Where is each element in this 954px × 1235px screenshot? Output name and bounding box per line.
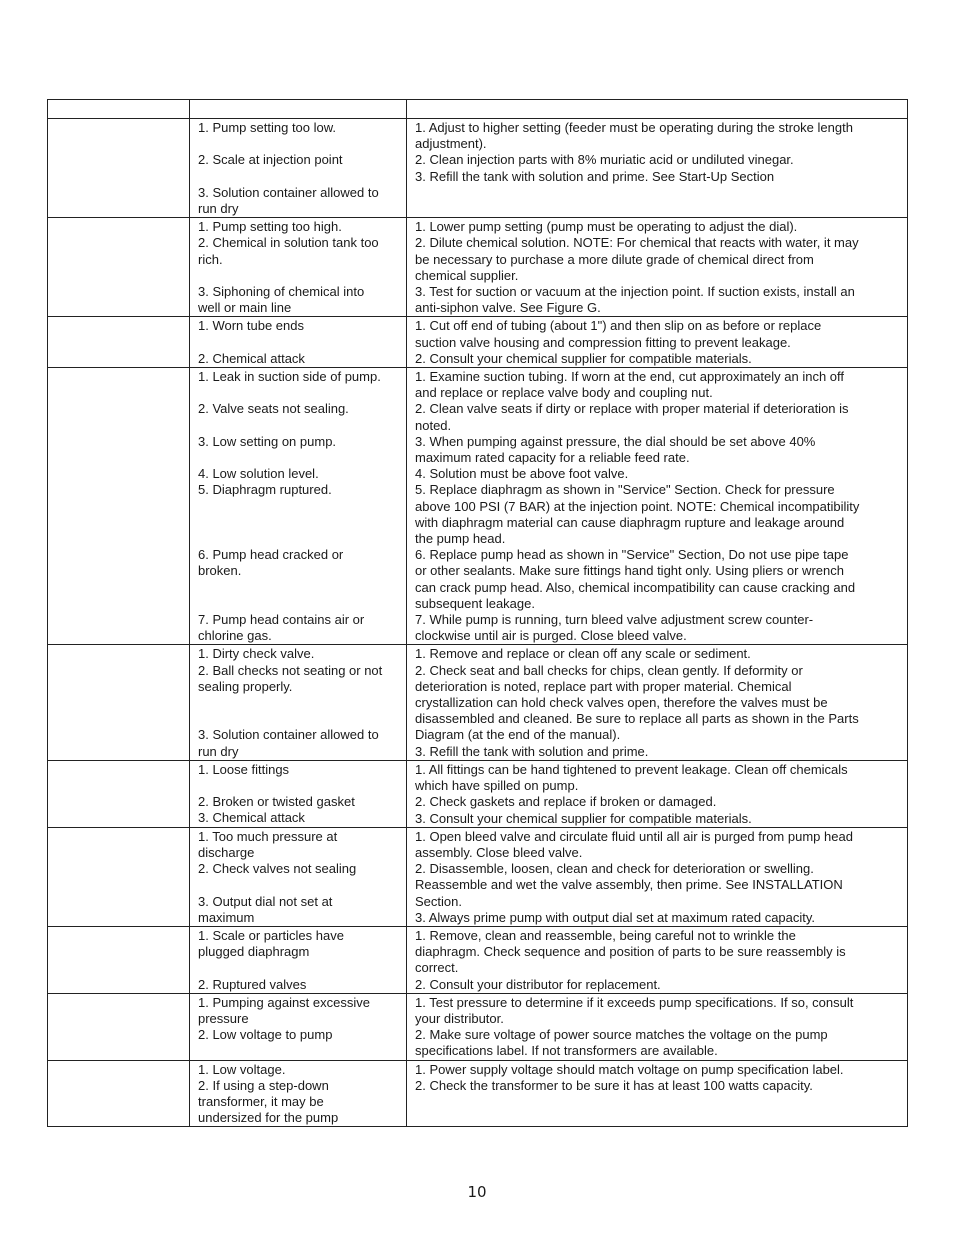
cause-cell: [190, 1060, 407, 1127]
cause-line: 1. Worn tube ends: [198, 318, 304, 334]
table-body: [48, 119, 908, 1127]
cause-line: 3. Solution container allowed to: [198, 727, 379, 743]
cause-line: well or main line: [198, 300, 292, 316]
cause-line: 2. Chemical in solution tank too: [198, 235, 379, 251]
remedy-line: 1. Power supply voltage should match voltage on pump specification label.: [415, 1061, 844, 1077]
cause-line: 2. Scale at injection point: [198, 152, 343, 168]
remedy-cell: [407, 926, 908, 993]
table-row: [48, 760, 908, 827]
cause-line: 2. Check valves not sealing: [198, 861, 357, 877]
table-row: [48, 827, 908, 926]
remedy-line: 3. Always prime pump with output dial set at maximum rated capacity.: [415, 909, 816, 925]
remedy-cell: [407, 368, 908, 645]
remedy-line: be necessary to purchase a more dilute grade of chemical direct from: [415, 251, 814, 267]
remedy-line: and replace or replace valve body and coupling nut.: [415, 385, 713, 401]
remedy-line: which have spilled on pump.: [415, 778, 579, 794]
cause-cell: [190, 993, 407, 1060]
table-row: [48, 1060, 908, 1127]
problem-cell: [48, 218, 190, 317]
cause-cell: [190, 119, 407, 218]
remedy-line: 3. Test for suction or vacuum at the injection point. If suction exists, install an: [415, 284, 855, 299]
remedy-line: maximum rated capacity for a reliable feed rate.: [415, 450, 690, 466]
remedy-line: 1. Cut off end of tubing (about 1") and then slip on as before or replace: [415, 318, 822, 334]
remedy-line: Section.: [415, 893, 462, 909]
remedy-line: 2. Consult your chemical supplier for compatible materials.: [415, 350, 752, 366]
remedy-line: 6. Replace pump head as shown in "Service" Section, Do not use pipe tape: [415, 547, 849, 563]
remedy-line: 2. Dilute chemical solution. NOTE: For chemical that reacts with water, it may: [415, 235, 859, 251]
cause-line: 3. Chemical attack: [198, 810, 305, 826]
remedy-line: 1. Lower pump setting (pump must be operating to adjust the dial).: [415, 219, 798, 235]
remedy-cell: [407, 1060, 908, 1127]
remedy-line: above 100 PSI (7 BAR) at the injection point. NOTE: Chemical incompatibility: [415, 498, 860, 514]
cause-line: chlorine gas.: [198, 628, 272, 644]
cause-line: 2. Valve seats not sealing.: [198, 401, 349, 417]
problem-cell: [48, 317, 190, 368]
remedy-line: crystallization can hold check valves open, therefore the valves must be: [415, 695, 828, 711]
remedy-line: 1. Adjust to higher setting (feeder must be operating during the stroke length: [415, 120, 853, 135]
remedy-line: 3. Consult your chemical supplier for compatible materials.: [415, 810, 752, 826]
cause-line: [198, 515, 398, 531]
remedy-line: assembly. Close bleed valve.: [415, 844, 583, 860]
remedy-line: 3. Refill the tank with solution and prime. See Start-Up Section: [415, 168, 775, 184]
cause-line: 7. Pump head contains air or: [198, 611, 365, 627]
cause-line: sealing properly.: [198, 678, 293, 694]
cause-line: 1. Scale or particles have: [198, 927, 344, 943]
remedy-line: can crack pump head. Also, chemical incompatibility can cause cracking and: [415, 579, 856, 595]
remedy-line: disassembled and cleaned. Be sure to replace all parts as shown in the Parts: [415, 711, 859, 727]
cause-line: [198, 450, 398, 466]
cause-cell: [190, 218, 407, 317]
cause-line: 6. Pump head cracked or: [198, 547, 344, 563]
header-problem: [48, 100, 190, 119]
cause-line: 3. Solution container allowed to: [198, 184, 379, 200]
remedy-line: 1. Examine suction tubing. If worn at the end, cut approximately an inch off: [415, 369, 845, 385]
remedy-line: noted.: [415, 417, 452, 433]
remedy-cell: [407, 827, 908, 926]
cause-line: 2. Ball checks not seating or not: [198, 662, 383, 678]
cause-line: 5. Diaphragm ruptured.: [198, 482, 332, 498]
cause-line: broken.: [198, 563, 242, 579]
remedy-line: 1. Open bleed valve and circulate fluid until all air is purged from pump head: [415, 828, 853, 844]
cause-line: discharge: [198, 844, 255, 860]
remedy-cell: [407, 218, 908, 317]
problem-cell: [48, 827, 190, 926]
problem-cell: [48, 926, 190, 993]
cause-line: transformer, it may be: [198, 1093, 324, 1109]
cause-line: 1. Pump setting too low.: [198, 120, 337, 135]
cause-cell: [190, 760, 407, 827]
remedy-line: 2. Check seat and ball checks for chips, clean gently. If deformity or: [415, 662, 803, 678]
remedy-cell: [407, 119, 908, 218]
cause-line: 3. Low setting on pump.: [198, 433, 337, 449]
remedy-line: 3. When pumping against pressure, the dial should be set above 40%: [415, 433, 816, 449]
page-number: 10: [467, 1183, 487, 1201]
remedy-line: suction valve housing and compression fitting to prevent leakage.: [415, 334, 791, 350]
cause-line: 1. Dirty check valve.: [198, 646, 315, 662]
remedy-line: 1. Remove, clean and reassemble, being careful not to wrinkle the: [415, 927, 796, 943]
cause-line: 3. Siphoning of chemical into: [198, 283, 365, 299]
remedy-line: deterioration is noted, replace part with proper material. Chemical: [415, 678, 792, 694]
troubleshooting-table: [47, 99, 908, 1127]
cause-cell: [190, 827, 407, 926]
problem-cell: [48, 119, 190, 218]
cause-line: [198, 580, 398, 596]
cause-line: 2. Ruptured valves: [198, 976, 307, 992]
cause-line: [198, 695, 398, 711]
header-cause: [190, 100, 407, 119]
cause-line: 1. Too much pressure at: [198, 828, 338, 844]
remedy-line: adjustment).: [415, 136, 487, 152]
remedy-line: 2. Make sure voltage of power source matches the voltage on the pump: [415, 1027, 828, 1043]
remedy-line: 5. Replace diaphragm as shown in "Service" Section. Check for pressure: [415, 482, 835, 498]
remedy-line: correct.: [415, 960, 459, 976]
remedy-line: diaphragm. Check sequence and position of parts to be sure reassembly is: [415, 944, 846, 960]
cause-line: [198, 531, 398, 547]
cause-line: [198, 877, 398, 893]
header-remedy: [407, 100, 908, 119]
problem-cell: [48, 760, 190, 827]
problem-cell: [48, 368, 190, 645]
cause-line: 2. Broken or twisted gasket: [198, 794, 355, 810]
remedy-line: 1. Remove and replace or clean off any scale or sediment.: [415, 646, 751, 662]
cause-line: 1. Pumping against excessive: [198, 994, 370, 1010]
cause-cell: [190, 645, 407, 760]
cause-line: [198, 136, 398, 152]
remedy-line: 2. Check gaskets and replace if broken or damaged.: [415, 794, 717, 810]
cause-line: plugged diaphragm: [198, 944, 310, 960]
remedy-line: 1. All fittings can be hand tightened to prevent leakage. Clean off chemicals: [415, 761, 848, 777]
cause-line: [198, 499, 398, 515]
cause-line: [198, 596, 398, 612]
problem-cell: [48, 645, 190, 760]
cause-line: 2. If using a step-down: [198, 1077, 329, 1093]
table-row: [48, 317, 908, 368]
cause-line: 1. Leak in suction side of pump.: [198, 369, 381, 385]
remedy-cell: [407, 317, 908, 368]
remedy-line: chemical supplier.: [415, 267, 519, 283]
remedy-line: clockwise until air is purged. Close bleed valve.: [415, 628, 687, 644]
remedy-line: 2. Clean valve seats if dirty or replace with proper material if deterioration is: [415, 401, 849, 417]
remedy-line: Diagram (at the end of the manual).: [415, 727, 621, 743]
remedy-line: 2. Check the transformer to be sure it has at least 100 watts capacity.: [415, 1077, 813, 1093]
cause-line: [198, 778, 398, 794]
cause-line: pressure: [198, 1010, 249, 1026]
remedy-cell: [407, 993, 908, 1060]
remedy-line: Reassemble and wet the valve assembly, then prime. See INSTALLATION: [415, 877, 843, 893]
remedy-line: 2. Disassemble, loosen, clean and check for deterioration or swelling.: [415, 861, 814, 877]
cause-line: [198, 268, 398, 284]
cause-cell: [190, 368, 407, 645]
remedy-line: 1. Test pressure to determine if it exceeds pump specifications. If so, consult: [415, 994, 854, 1010]
problem-cell: [48, 993, 190, 1060]
remedy-line: your distributor.: [415, 1010, 504, 1026]
cause-line: 3. Output dial not set at: [198, 893, 333, 909]
cause-line: [198, 711, 398, 727]
remedy-line: 4. Solution must be above foot valve.: [415, 466, 629, 482]
cause-cell: [190, 926, 407, 993]
cause-line: run dry: [198, 743, 239, 759]
cause-line: [198, 418, 398, 434]
cause-line: run dry: [198, 200, 239, 216]
table-row: [48, 926, 908, 993]
cause-line: [198, 960, 398, 976]
remedy-line: or other sealants. Make sure fittings hand tight only. Using pliers or wrench: [415, 563, 844, 579]
remedy-line: 3. Refill the tank with solution and prime.: [415, 743, 649, 759]
cause-line: [198, 169, 398, 185]
table-row: [48, 993, 908, 1060]
table-header-row: [48, 100, 908, 119]
table-row: [48, 218, 908, 317]
table-row: [48, 368, 908, 645]
remedy-cell: [407, 645, 908, 760]
remedy-line: the pump head.: [415, 531, 506, 547]
cause-line: 1. Loose fittings: [198, 761, 290, 777]
remedy-line: subsequent leakage.: [415, 595, 535, 611]
remedy-line: 2. Consult your distributor for replacement.: [415, 976, 661, 992]
cause-line: [198, 335, 398, 351]
remedy-line: 7. While pump is running, turn bleed valve adjustment screw counter-: [415, 612, 814, 628]
remedy-line: anti-siphon valve. See Figure G.: [415, 300, 601, 316]
remedy-line: with diaphragm material can cause diaphragm rupture and leakage around: [415, 514, 845, 530]
table-row: [48, 645, 908, 760]
cause-cell: [190, 317, 407, 368]
remedy-cell: [407, 760, 908, 827]
problem-cell: [48, 1060, 190, 1127]
cause-line: 2. Chemical attack: [198, 350, 305, 366]
cause-line: 2. Low voltage to pump: [198, 1027, 333, 1043]
cause-line: maximum: [198, 909, 255, 925]
cause-line: 1. Pump setting too high.: [198, 219, 342, 235]
cause-line: [198, 385, 398, 401]
remedy-line: specifications label. If not transformers are available.: [415, 1043, 718, 1059]
cause-line: 4. Low solution level.: [198, 466, 319, 482]
cause-line: rich.: [198, 251, 223, 267]
remedy-line: 2. Clean injection parts with 8% muriatic acid or undiluted vinegar.: [415, 152, 794, 168]
cause-line: undersized for the pump: [198, 1110, 339, 1126]
table-row: [48, 119, 908, 218]
cause-line: 1. Low voltage.: [198, 1061, 286, 1077]
